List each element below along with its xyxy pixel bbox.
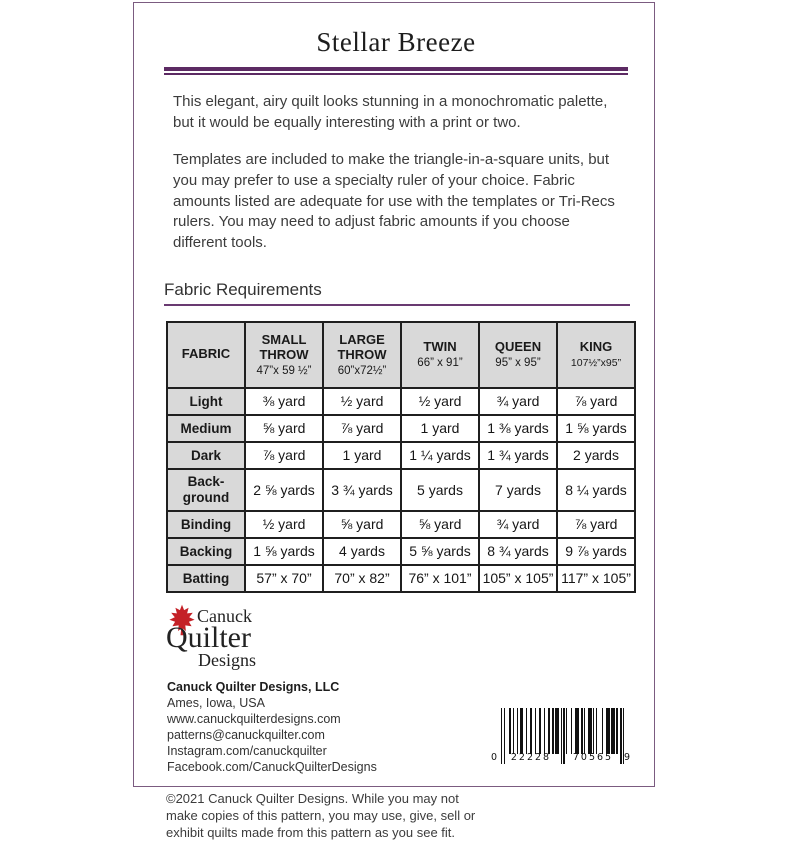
facebook-text: Facebook.com/CanuckQuilterDesigns bbox=[167, 759, 377, 774]
table-cell: 5 yards bbox=[401, 469, 479, 511]
barcode-group-right: 70565 bbox=[572, 752, 614, 763]
pattern-back-page bbox=[133, 2, 655, 841]
table-row-medium bbox=[167, 415, 635, 442]
table-cell: 1 ⅝ yards bbox=[557, 415, 635, 442]
title-divider-rule bbox=[164, 67, 628, 75]
row-label: Binding bbox=[167, 511, 245, 538]
fabric-requirements-heading: Fabric Requirements bbox=[164, 279, 322, 299]
column-label: QUEEN bbox=[494, 339, 542, 355]
barcode-digit-left: 0 bbox=[491, 752, 498, 763]
table-cell: ⅝ yard bbox=[245, 415, 323, 442]
table-cell: 7 yards bbox=[479, 469, 557, 511]
table-cell: ⅝ yard bbox=[323, 511, 401, 538]
column-header-large-throw bbox=[323, 322, 401, 388]
table-cell: 1 yard bbox=[401, 415, 479, 442]
table-cell: 1 ¼ yards bbox=[401, 442, 479, 469]
table-header-row bbox=[167, 322, 635, 388]
table-row-batting bbox=[167, 565, 635, 592]
column-label: FABRIC bbox=[181, 346, 231, 362]
table-body bbox=[167, 388, 635, 592]
company-name: Canuck Quilter Designs, LLC bbox=[167, 679, 340, 694]
website-text: www.canuckquilterdesigns.com bbox=[167, 711, 341, 726]
table-cell: 4 yards bbox=[323, 538, 401, 565]
copyright-text: ©2021 Canuck Quilter Designs. While you may not make copies of this pattern, you may use, give, sell or exhibit quilts made from this pattern as you see fit. bbox=[166, 790, 476, 841]
barcode-group-left: 22228 bbox=[510, 752, 552, 763]
templates-paragraph: Templates are included to make the triangle-in-a-square units, but you may prefer to use a specialty ruler of your choice. Fabric amounts listed are adequate for use with the templates or Tri-Recs rulers. You may need to adjust fabric amounts if you choose different tools. bbox=[173, 151, 615, 252]
row-label: Dark bbox=[167, 442, 245, 469]
company-location: Ames, Iowa, USA bbox=[167, 695, 265, 710]
table-cell: ¾ yard bbox=[479, 511, 557, 538]
table-cell: 76” x 101” bbox=[401, 565, 479, 592]
table-header bbox=[167, 322, 635, 388]
table-cell: 117” x 105” bbox=[557, 565, 635, 592]
column-size: 60”x72½” bbox=[337, 364, 387, 377]
table-cell: 2 ⅝ yards bbox=[245, 469, 323, 511]
table-cell: ⅝ yard bbox=[401, 511, 479, 538]
table-row-binding bbox=[167, 511, 635, 538]
table-cell: 1 ⅝ yards bbox=[245, 538, 323, 565]
email-text: patterns@canuckquilter.com bbox=[167, 727, 325, 742]
fabric-requirements-table bbox=[166, 321, 636, 593]
row-label: Backing bbox=[167, 538, 245, 565]
section-underline bbox=[164, 304, 630, 306]
logo-word-canuck: Canuck bbox=[197, 605, 252, 626]
table-cell: 70” x 82” bbox=[323, 565, 401, 592]
table-cell: 9 ⅞ yards bbox=[557, 538, 635, 565]
table-cell: 1 ¾ yards bbox=[479, 442, 557, 469]
table-cell: ¾ yard bbox=[479, 388, 557, 415]
table-cell: 8 ¾ yards bbox=[479, 538, 557, 565]
table-cell: ⅞ yard bbox=[557, 388, 635, 415]
table-cell: 3 ¾ yards bbox=[323, 469, 401, 511]
column-size: 47”x 59 ½” bbox=[256, 364, 312, 377]
barcode-digit-right: 9 bbox=[624, 752, 631, 763]
upc-barcode bbox=[491, 704, 631, 766]
table-cell: ½ yard bbox=[245, 511, 323, 538]
table-cell: 105” x 105” bbox=[479, 565, 557, 592]
table-cell: 2 yards bbox=[557, 442, 635, 469]
table-cell: ⅜ yard bbox=[245, 388, 323, 415]
table-cell: 1 yard bbox=[323, 442, 401, 469]
intro-paragraph: This elegant, airy quilt looks stunning in a monochromatic palette, but it would be equally interesting with a print or two. bbox=[173, 93, 608, 131]
table-row-backing bbox=[167, 538, 635, 565]
brand-logo bbox=[167, 604, 307, 674]
table-cell: 8 ¼ yards bbox=[557, 469, 635, 511]
table-cell: ⅞ yard bbox=[557, 511, 635, 538]
table-row-back-ground bbox=[167, 469, 635, 511]
column-header-fabric bbox=[167, 322, 245, 388]
table-cell: ½ yard bbox=[401, 388, 479, 415]
column-size: 107½”x95” bbox=[570, 357, 622, 370]
column-label: SMALL THROW bbox=[259, 331, 309, 362]
column-label: TWIN bbox=[423, 339, 457, 355]
column-size: 95” x 95” bbox=[495, 357, 541, 370]
row-label: Back-ground bbox=[167, 469, 245, 511]
table-row-dark bbox=[167, 442, 635, 469]
table-cell: ⅞ yard bbox=[323, 415, 401, 442]
column-label: KING bbox=[579, 339, 613, 355]
row-label: Light bbox=[167, 388, 245, 415]
table-cell: 1 ⅜ yards bbox=[479, 415, 557, 442]
table-cell: ⅞ yard bbox=[245, 442, 323, 469]
page-title: Stellar Breeze bbox=[316, 27, 476, 57]
row-label: Batting bbox=[167, 565, 245, 592]
column-header-twin bbox=[401, 322, 479, 388]
table-row-light bbox=[167, 388, 635, 415]
column-header-queen bbox=[479, 322, 557, 388]
logo-word-designs: Designs bbox=[198, 649, 256, 670]
table-cell: 57” x 70” bbox=[245, 565, 323, 592]
column-label: LARGE THROW bbox=[337, 331, 387, 362]
column-size: 66” x 91” bbox=[417, 357, 463, 370]
column-header-king bbox=[557, 322, 635, 388]
table-cell: ½ yard bbox=[323, 388, 401, 415]
column-header-small-throw bbox=[245, 322, 323, 388]
row-label: Medium bbox=[167, 415, 245, 442]
table-cell: 5 ⅝ yards bbox=[401, 538, 479, 565]
instagram-text: Instagram.com/canuckquilter bbox=[167, 743, 327, 758]
logo-word-quilter: Quilter bbox=[166, 620, 251, 654]
